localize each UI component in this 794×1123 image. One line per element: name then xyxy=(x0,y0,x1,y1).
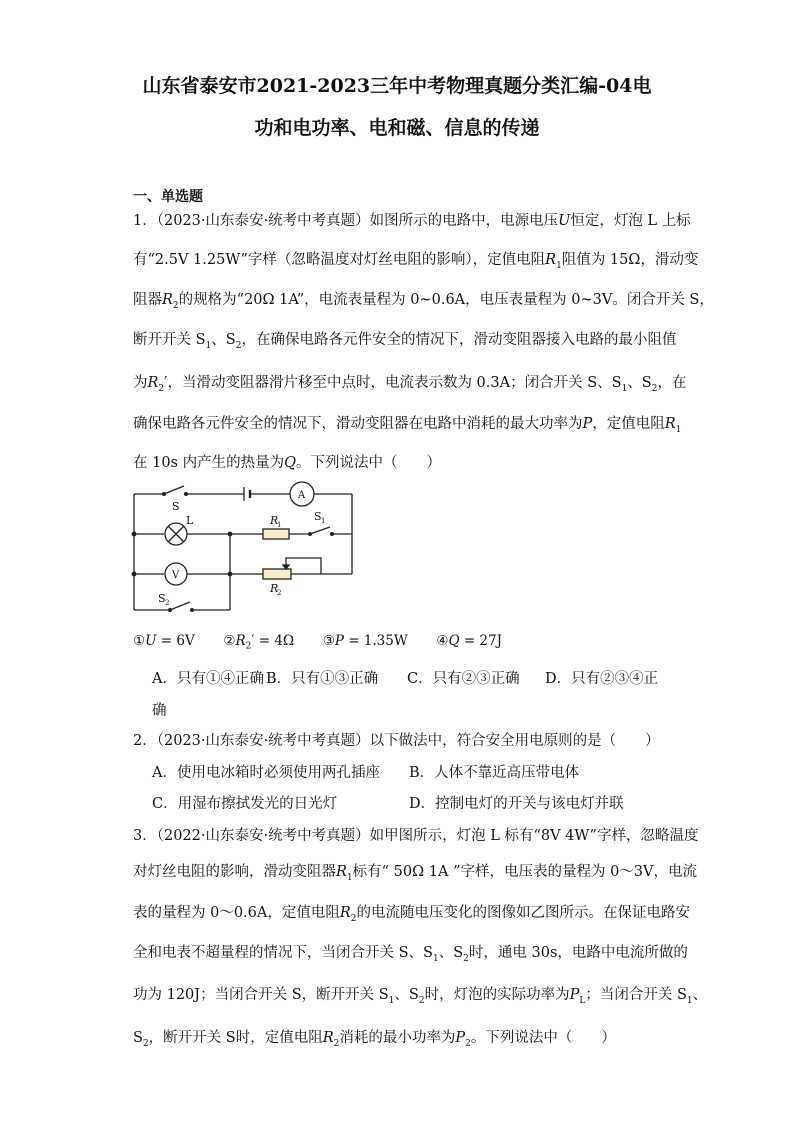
label-r2: R xyxy=(270,582,279,595)
q3-line-3: 表的量程为 0～0.6A，定值电阻$R_2$的电流随电压变化的图像如乙图所示。在保证电路安 xyxy=(133,905,691,924)
q1-line-4: 断开开关 $S_1$、$S_2$，在确保电路各元件安全的情况下，滑动变阻器接入电路的最小阻值 xyxy=(133,332,677,351)
label-r2-sub: 2 xyxy=(277,589,282,597)
label-r1-sub: 1 xyxy=(277,521,282,529)
q1-line-2: 有“2.5V 1.25W”字样（忽略温度对灯丝电阻的影响），定值电阻$R_1$阻值为 15Ω，滑动变 xyxy=(133,252,699,271)
section-heading: 一、单选题 xyxy=(133,189,203,205)
switch-s2-blade xyxy=(170,602,190,610)
q1-option-b: B．只有①③正确 xyxy=(266,671,379,687)
document-title-line-2: 功和电功率、电和磁、信息的传递 xyxy=(254,117,540,139)
q1-line-3: 阻器$R_2$的规格为“20Ω 1A”，电流表量程为 0~0.6A，电压表量程为 0~3V。闭合开关 S， xyxy=(133,292,714,311)
q1-option-d-wrap: 确 xyxy=(152,703,167,719)
document-title-line-1: 山东省泰安市2021-2023三年中考物理真题分类汇编-04电 xyxy=(142,75,652,97)
label-s1: S xyxy=(314,510,322,523)
q2-option-b: B．人体不靠近高压带电体 xyxy=(409,765,580,781)
statement-1: ①U = 6V xyxy=(133,633,195,649)
q1-statements xyxy=(133,631,502,657)
statement-2: $②R_2' = 4\Omega$ xyxy=(223,633,295,652)
q1-line-6: 确保电路各元件安全的情况下，滑动变阻器在电路中消耗的最大功率为P，定值电阻$R_1$ xyxy=(133,416,682,435)
q3-line-6: $S_2$，断开开关 S时，定值电阻$R_2$消耗的最小功率为$P_2$。下列说法中（ ） xyxy=(133,1030,616,1049)
label-s1-sub: 1 xyxy=(321,517,326,525)
label-r1: R xyxy=(270,514,279,527)
label-v: V xyxy=(172,570,180,581)
label-a: A xyxy=(298,490,306,501)
q3-line-1: 3．（2022·山东泰安·统考中考真题）如甲图所示，灯泡 L 标有“8V 4W”字样，忽略温度 xyxy=(133,828,699,844)
q1-option-d: D．只有②③④正 xyxy=(545,671,659,687)
rheostat-r2 xyxy=(263,569,291,579)
q1-option-a: A．只有①④正确 xyxy=(152,671,264,687)
q3-line-2: 对灯丝电阻的影响，滑动变阻器$R_1$标有“ 50Ω 1A ”字样，电压表的量程为 0～3V，电流 xyxy=(133,864,698,883)
resistor-r1 xyxy=(263,529,289,539)
q1-line-1: 1．（2023·山东泰安·统考中考真题）如图所示的电路中，电源电压U恒定，灯泡 L 上标 xyxy=(133,213,691,229)
q1-line-5: 为$R_2'$，当滑动变阻器滑片移至中点时，电流表示数为 0.3A；闭合开关 S、$S_1$、$S_2$，在 xyxy=(133,375,687,394)
q2-option-a: A．使用电冰箱时必须使用两孔插座 xyxy=(152,765,380,781)
label-s2-sub: 2 xyxy=(165,599,170,607)
switch-s-blade xyxy=(164,486,184,494)
q2-stem: 2．（2023·山东泰安·统考中考真题）以下做法中，符合安全用电原则的是（ ） xyxy=(133,733,660,749)
q3-line-4: 全和电表不超量程的情况下，当闭合开关 S、$S_1$、$S_2$时，通电 30s，电路中电流所做的 xyxy=(133,945,688,964)
q2-option-c: C．用湿布擦拭发光的日光灯 xyxy=(152,796,338,812)
q3-line-5: 功为 120J；当闭合开关 S，断开开关 $S_1$、$S_2$时，灯泡的实际功率为$P_L$；当闭合开关 $S_1$、 xyxy=(133,987,708,1006)
q2-option-d: D．控制电灯的开关与该电灯并联 xyxy=(409,796,624,812)
label-s: S xyxy=(172,500,180,513)
statement-3: ③P = 1.35W xyxy=(322,633,408,649)
circuit-diagram xyxy=(126,478,366,618)
q1-line-7: 在 10s 内产生的热量为Q。下列说法中（ ） xyxy=(133,455,441,471)
statement-4: ④Q = 27J xyxy=(436,633,503,649)
q1-option-c: C．只有②③正确 xyxy=(407,671,520,687)
label-l: L xyxy=(186,514,194,527)
label-s2: S xyxy=(158,592,166,605)
switch-s1-blade xyxy=(310,527,330,534)
